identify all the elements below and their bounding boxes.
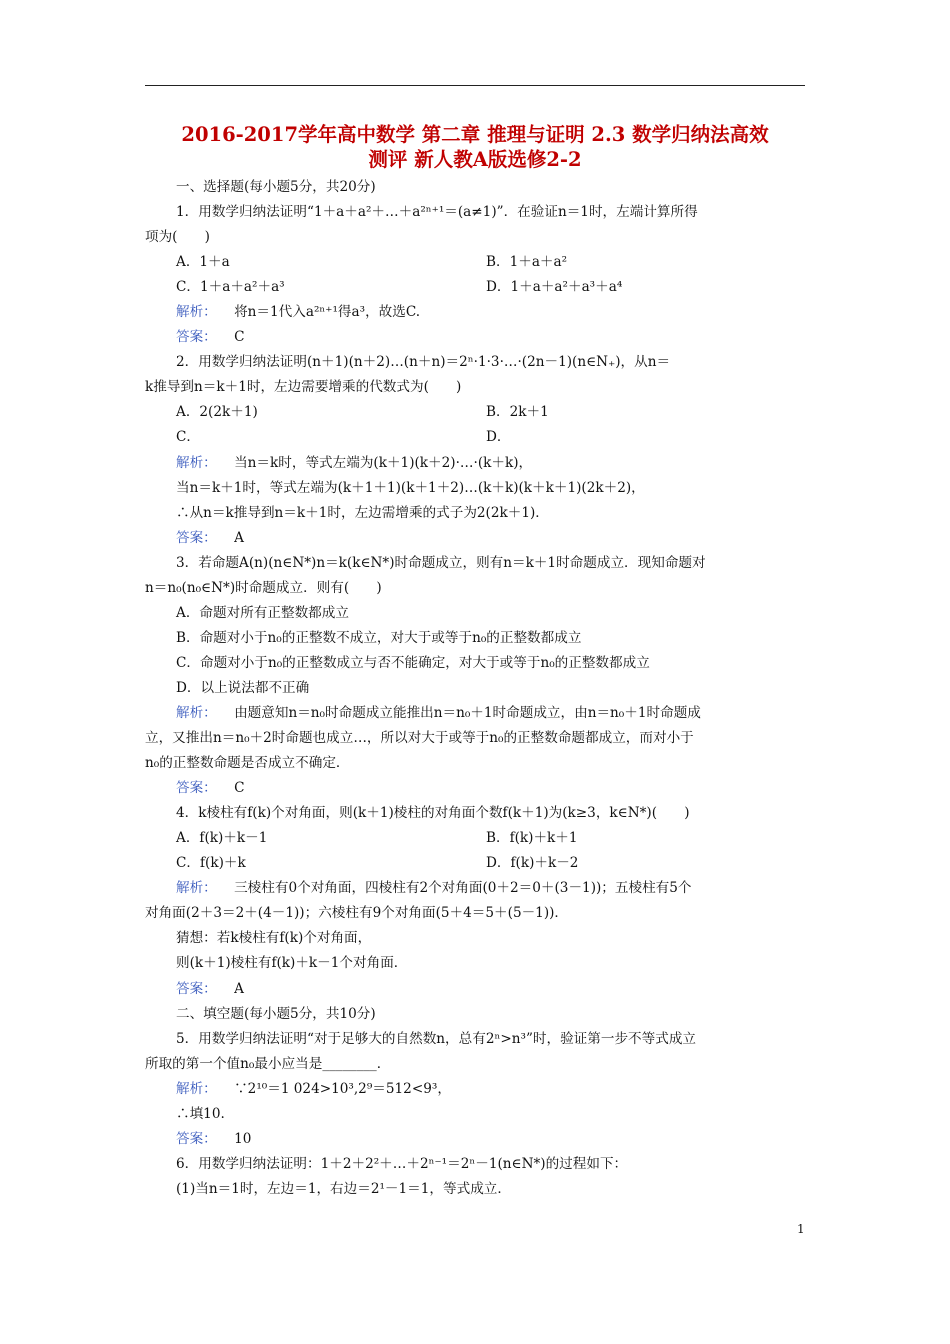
text-line bbox=[145, 175, 805, 200]
line-text: C bbox=[234, 780, 245, 797]
text-line bbox=[145, 926, 805, 951]
line-text: A bbox=[234, 529, 244, 546]
text-line bbox=[145, 1152, 805, 1177]
line-text: n₀的正整数命题是否成立不确定． bbox=[145, 755, 350, 772]
text-line bbox=[145, 425, 805, 450]
text-line bbox=[145, 300, 805, 325]
answer-label: 解析： bbox=[176, 1080, 217, 1097]
line-text: 10 bbox=[234, 1130, 252, 1147]
line-text: A．f(k)＋k－1 bbox=[176, 830, 268, 847]
line-text: A．命题对所有正整数都成立 bbox=[176, 604, 349, 621]
text-line bbox=[145, 1002, 805, 1027]
line-text: 则(k＋1)棱柱有f(k)＋k－1个对角面． bbox=[176, 955, 408, 972]
line-text: 项为( ) bbox=[145, 229, 210, 246]
text-line bbox=[145, 601, 805, 626]
line-text: C． bbox=[176, 429, 200, 446]
text-line bbox=[145, 275, 805, 300]
option-right-column: B．2k＋1 bbox=[486, 404, 549, 421]
line-text: 2．用数学归纳法证明(n＋1)(n＋2)…(n＋n)＝2ⁿ·1·3·…·(2n－1)(n∈N₊)，从n＝ bbox=[176, 354, 671, 371]
line-text: 所取的第一个值n₀最小应当是________． bbox=[145, 1055, 391, 1072]
text-line bbox=[145, 250, 805, 275]
line-text: 当n＝k＋1时，等式左端为(k＋1＋1)(k＋1＋2)…(k＋k)(k＋k＋1)(2k＋2)， bbox=[176, 479, 645, 496]
text-line bbox=[145, 200, 805, 225]
line-text: D．以上说法都不正确 bbox=[176, 679, 310, 696]
line-text: ∴从n＝k推导到n＝k＋1时，左边需增乘的式子为2(2k＋1)． bbox=[176, 504, 549, 521]
line-text: 立，又推出n＝n₀＋2时命题也成立…，所以对大于或等于n₀的正整数命题都成立，而对小于 bbox=[145, 730, 694, 747]
line-text: 对角面(2＋3＝2＋(4－1))；六棱柱有9个对角面(5＋4＝5＋(5－1))． bbox=[145, 905, 569, 922]
text-line bbox=[145, 225, 805, 250]
text-line bbox=[145, 551, 805, 576]
text-line bbox=[145, 1102, 805, 1127]
line-text: C．命题对小于n₀的正整数成立与否不能确定，对大于或等于n₀的正整数都成立 bbox=[176, 654, 650, 671]
option-right-column: D． bbox=[486, 429, 511, 446]
text-line bbox=[145, 776, 805, 801]
text-line bbox=[145, 350, 805, 375]
text-line bbox=[145, 526, 805, 551]
text-line bbox=[145, 876, 805, 901]
line-text: 1．用数学归纳法证明“1＋a＋a²＋…＋a²ⁿ⁺¹＝(a≠1)”．在验证n＝1时，左端计算所得 bbox=[176, 204, 698, 221]
text-line bbox=[145, 951, 805, 976]
line-text: C．f(k)＋k bbox=[176, 855, 246, 872]
text-line bbox=[145, 751, 805, 776]
header-rule bbox=[145, 85, 805, 86]
answer-label: 答案： bbox=[176, 980, 217, 997]
text-line bbox=[145, 476, 805, 501]
text-line bbox=[145, 501, 805, 526]
line-text: 二、填空题(每小题5分，共10分) bbox=[176, 1005, 376, 1022]
line-text: 由题意知n＝n₀时命题成立能推出n＝n₀＋1时命题成立，由n＝n₀＋1时命题成 bbox=[234, 704, 701, 721]
answer-label: 解析： bbox=[176, 454, 217, 471]
line-text: 6．用数学归纳法证明：1＋2＋2²＋…＋2ⁿ⁻¹＝2ⁿ－1(n∈N*)的过程如下： bbox=[176, 1155, 628, 1172]
text-line bbox=[145, 576, 805, 601]
line-text: C bbox=[234, 329, 245, 346]
text-line bbox=[145, 651, 805, 676]
text-line bbox=[145, 977, 805, 1002]
answer-label: 答案： bbox=[176, 329, 217, 346]
document-title bbox=[130, 122, 820, 172]
option-right-column: D．1＋a＋a²＋a³＋a⁴ bbox=[486, 279, 623, 296]
text-line bbox=[145, 726, 805, 751]
text-line bbox=[145, 325, 805, 350]
text-line bbox=[145, 676, 805, 701]
answer-label: 解析： bbox=[176, 304, 217, 321]
line-text: 将n＝1代入a²ⁿ⁺¹得a³，故选C. bbox=[234, 304, 421, 321]
answer-label: 解析： bbox=[176, 880, 217, 897]
text-line bbox=[145, 375, 805, 400]
option-right-column: B．f(k)＋k＋1 bbox=[486, 830, 578, 847]
line-text: 一、选择题(每小题5分，共20分) bbox=[176, 179, 376, 195]
text-line bbox=[145, 451, 805, 476]
text-line bbox=[145, 826, 805, 851]
line-text: A．1＋a bbox=[176, 254, 230, 271]
line-text: k推导到n＝k＋1时，左边需要增乘的代数式为( ) bbox=[145, 379, 462, 396]
text-line bbox=[145, 1027, 805, 1052]
answer-label: 答案： bbox=[176, 529, 217, 546]
text-line bbox=[145, 626, 805, 651]
page-number: 1 bbox=[797, 1222, 805, 1236]
answer-label: 答案： bbox=[176, 1130, 217, 1147]
title-line-1: 2016-2017学年高中数学 第二章 推理与证明 2.3 数学归纳法高效 bbox=[181, 123, 769, 146]
option-right-column: B．1＋a＋a² bbox=[486, 254, 568, 271]
line-text: ∵2¹⁰＝1 024>10³,2⁹＝512<9³， bbox=[234, 1080, 451, 1097]
line-text: 5．用数学归纳法证明“对于足够大的自然数n，总有2ⁿ>n³”时，验证第一步不等式成立 bbox=[176, 1030, 697, 1047]
line-text: 当n＝k时，等式左端为(k＋1)(k＋2)·…·(k＋k)， bbox=[234, 454, 533, 471]
option-right-column: D．f(k)＋k－2 bbox=[486, 855, 579, 872]
text-line bbox=[145, 400, 805, 425]
document-body bbox=[145, 175, 805, 1202]
line-text: 猜想：若k棱柱有f(k)个对角面， bbox=[176, 930, 372, 947]
text-line bbox=[145, 801, 805, 826]
text-line bbox=[145, 1077, 805, 1102]
line-text: 3．若命题A(n)(n∈N*)n＝k(k∈N*)时命题成立，则有n＝k＋1时命题成立．现知命题对 bbox=[176, 554, 706, 571]
line-text: B．命题对小于n₀的正整数不成立，对大于或等于n₀的正整数都成立 bbox=[176, 629, 582, 646]
line-text: ∴填10. bbox=[176, 1105, 225, 1122]
text-line bbox=[145, 901, 805, 926]
line-text: 4．k棱柱有f(k)个对角面，则(k＋1)棱柱的对角面个数f(k＋1)为(k≥3，k∈N*)( ) bbox=[176, 805, 690, 822]
answer-label: 解析： bbox=[176, 704, 217, 721]
line-text: A．2(2k＋1) bbox=[176, 404, 258, 421]
text-line bbox=[145, 1177, 805, 1202]
line-text: (1)当n＝1时，左边＝1，右边＝2¹－1＝1，等式成立． bbox=[176, 1180, 511, 1197]
line-text: 三棱柱有0个对角面，四棱柱有2个对角面(0＋2＝0＋(3－1))；五棱柱有5个 bbox=[234, 880, 692, 897]
text-line bbox=[145, 1052, 805, 1077]
title-line-2: 测评 新人教A版选修2-2 bbox=[368, 148, 582, 171]
line-text: A bbox=[234, 980, 244, 997]
text-line bbox=[145, 1127, 805, 1152]
line-text: C．1＋a＋a²＋a³ bbox=[176, 279, 285, 296]
line-text: n＝n₀(n₀∈N*)时命题成立．则有( ) bbox=[145, 579, 382, 596]
answer-label: 答案： bbox=[176, 780, 217, 797]
text-line bbox=[145, 851, 805, 876]
text-line bbox=[145, 701, 805, 726]
